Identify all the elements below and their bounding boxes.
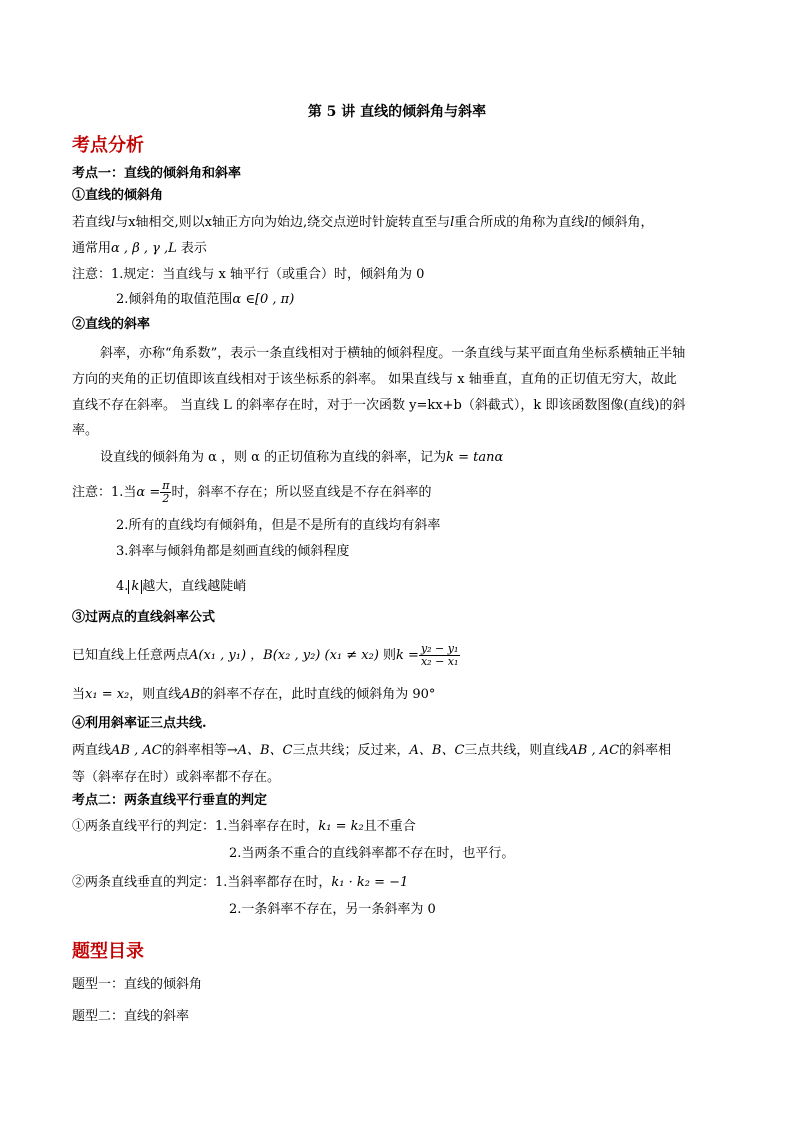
abs-value: k — [128, 580, 142, 594]
text: 的斜率不存在，此时直线的倾斜角为 90° — [200, 687, 436, 702]
text: 通常用 — [72, 241, 112, 256]
text: ，则直线 — [129, 687, 182, 702]
parallel-rule-1 — [72, 819, 416, 835]
denominator: 2 — [162, 492, 170, 505]
paragraph-collinear-2: 等（斜率存在时）或斜率都不存在。 — [72, 770, 281, 785]
paragraph-slope-4: 率。 — [72, 423, 99, 438]
text: 2.倾斜角的取值范围 — [116, 292, 233, 307]
paragraph-slope-1: 斜率，亦称“角系数”，表示一条直线相对于横轴的倾斜程度。一条直线与某平面直角坐标系横轴正半轴 — [100, 346, 686, 361]
text: 注意：1.当 — [72, 485, 137, 500]
symbol: l — [584, 215, 589, 230]
text: 与x轴相交,则以x轴正方向为始边,绕交点逆时针旋转直至与 — [115, 215, 451, 230]
paragraph-inclination-symbols — [72, 241, 207, 257]
text: 三点共线，则直线 — [464, 743, 569, 758]
fraction — [419, 643, 460, 668]
numerator: y₂ − y₁ — [420, 642, 459, 655]
heading-two-point: ③过两点的直线斜率公式 — [72, 610, 216, 625]
formula: AB , AC — [111, 743, 162, 758]
heading-slope: ②直线的斜率 — [72, 317, 151, 332]
formula: α = — [136, 485, 161, 500]
formula: k = tanα — [446, 450, 504, 465]
paragraph-vertical — [72, 687, 435, 703]
text: 两直线 — [72, 743, 112, 758]
paragraph-two-point — [72, 643, 460, 668]
text: 越大，直线越陡峭 — [142, 579, 247, 594]
text: 若直线 — [72, 215, 112, 230]
paragraph-collinear-1 — [72, 743, 671, 759]
text: 表示 — [176, 241, 207, 256]
note-2 — [116, 292, 294, 308]
kp1-title: 考点一：直线的倾斜角和斜率 — [72, 166, 242, 181]
question-type-2: 题型二：直线的斜率 — [72, 1009, 190, 1024]
heading-collinear: ④利用斜率证三点共线. — [72, 716, 207, 731]
paragraph-slope-3: 直线不存在斜率。 当直线 L 的斜率存在时，对于一次函数 y=kx+b（斜截式），k 即该函数图像(直线)的斜 — [72, 398, 686, 413]
section-heading-question-types: 题型目录 — [72, 941, 144, 962]
note-1: 注意：1.规定：当直线与 x 轴平行（或重合）时，倾斜角为 0 — [72, 267, 425, 282]
text: 已知直线上任意两点 — [72, 648, 190, 663]
kp2-title: 考点二：两条直线平行垂直的判定 — [72, 793, 268, 808]
text: 的倾斜角， — [588, 215, 654, 230]
symbol: α , β , γ ,L — [111, 241, 177, 256]
question-type-1: 题型一：直线的倾斜角 — [72, 977, 203, 992]
note-abs-k — [116, 579, 246, 595]
note-all-lines: 2.所有的直线均有倾斜角，但是不是所有的直线均有斜率 — [116, 518, 441, 533]
symbol: l — [450, 215, 455, 230]
formula: k = — [396, 648, 419, 663]
paragraph-inclination-def — [72, 215, 654, 231]
text: 4. — [116, 579, 129, 594]
formula: AB , AC — [568, 743, 620, 758]
page-title: 第 5 讲 直线的倾斜角与斜率 — [307, 104, 487, 120]
formula: A、B、C — [409, 743, 465, 758]
text: 则 — [378, 648, 397, 663]
paragraph-slope-2: 方向的夹角的正切值即该直线相对于该坐标系的斜率。 如果直线与 x 轴垂直，直角的正切值无穷大，故此 — [72, 372, 677, 387]
numerator: π — [162, 479, 170, 492]
symbol: l — [111, 215, 116, 230]
formula: α ∈[0 , π) — [232, 292, 295, 307]
text: ②两条直线垂直的判定：1.当斜率都存在时， — [72, 875, 332, 890]
parallel-rule-2: 2.当两条不重合的直线斜率都不存在时，也平行。 — [229, 846, 515, 861]
formula: x₁ = x₂ — [85, 687, 130, 702]
formula: k₁ = k₂ — [318, 819, 364, 834]
denominator: x₂ − x₁ — [420, 655, 459, 668]
perpendicular-rule-2: 2.一条斜率不存在，另一条斜率为 0 — [229, 902, 436, 917]
formula: k₁ · k₂ = −1 — [331, 875, 409, 890]
text: ①两条直线平行的判定：1.当斜率存在时， — [72, 819, 319, 834]
formula: A、B、C — [237, 743, 293, 758]
text: 设直线的倾斜角为 α ，则 α 的正切值称为直线的斜率，记为 — [100, 450, 447, 465]
fraction — [160, 480, 171, 505]
paragraph-slope-def — [100, 450, 503, 466]
formula: A(x₁ , y₁) ，B(x₂ , y₂) (x₁ ≠ x₂) — [189, 648, 379, 663]
text: 时，斜率不存在；所以竖直线是不存在斜率的 — [171, 485, 432, 500]
text: 当 — [72, 687, 86, 702]
formula: AB — [181, 687, 201, 702]
text: 的斜率相 — [619, 743, 672, 758]
text: 且不重合 — [363, 819, 416, 834]
note-vertical-line — [72, 480, 431, 505]
heading-inclination: ①直线的倾斜角 — [72, 188, 164, 203]
note-steepness: 3.斜率与倾斜角都是刻画直线的倾斜程度 — [116, 544, 350, 559]
text: 三点共线；反过来， — [292, 743, 410, 758]
text: 的斜率相等→ — [161, 743, 238, 758]
perpendicular-rule-1 — [72, 875, 408, 891]
section-heading-analysis: 考点分析 — [72, 135, 144, 156]
text: 重合所成的角称为直线 — [454, 215, 585, 230]
